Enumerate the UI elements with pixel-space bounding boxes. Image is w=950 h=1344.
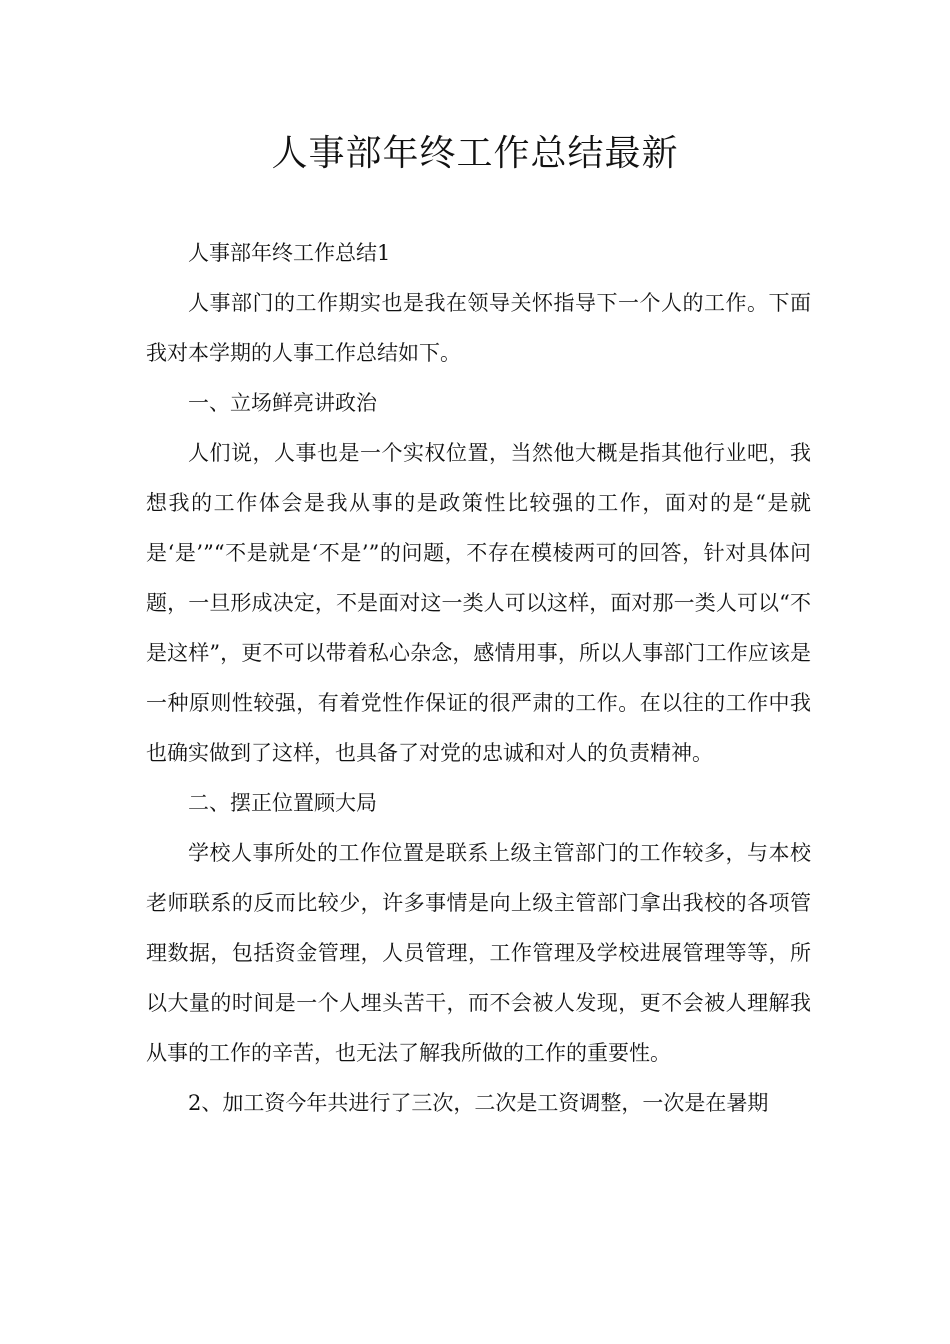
paragraph-item-2: 2、加工资今年共进行了三次，二次是工资调整，一次是在暑期 [188,1091,769,1115]
paragraph-intro: 人事部门的工作期实也是我在领导关怀指导下一个人的工作。下面我对本学期的人事工作总结如下。 [146,291,811,365]
paragraph-heading-1: 人事部年终工作总结1 [188,241,391,265]
paragraph-section-2: 学校人事所处的工作位置是联系上级主管部门的工作较多，与本校老师联系的反而比较少，许多事情是向上级主管部门拿出我校的各项管理数据，包括资金管理，人员管理，工作管理及学校进展管理等等，所以大量的时间是一个人埋头苦干，而不会被人发现，更不会被人理解我从事的工作的辛苦，也无法了解我所做的工作的重要性。 [146,841,811,1065]
document-body [146,228,811,1128]
paragraph-section-1: 人们说，人事也是一个实权位置，当然他大概是指其他行业吧，我想我的工作体会是我从事的是政策性比较强的工作，面对的是“是就是‘是’”“不是就是‘不是’”的问题，不存在模棱两可的回答，针对具体问题，一旦形成决定，不是面对这一类人可以这样，面对那一类人可以“不是这样”，更不可以带着私心杂念，感情用事，所以人事部门工作应该是一种原则性较强，有着党性作保证的很严肃的工作。在以往的工作中我也确实做到了这样，也具备了对党的忠诚和对人的负责精神。 [146,441,811,765]
section-heading-2: 二、摆正位置顾大局 [188,791,377,815]
section-heading-1: 一、立场鲜亮讲政治 [188,391,377,415]
document-title: 人事部年终工作总结最新 [271,133,679,174]
